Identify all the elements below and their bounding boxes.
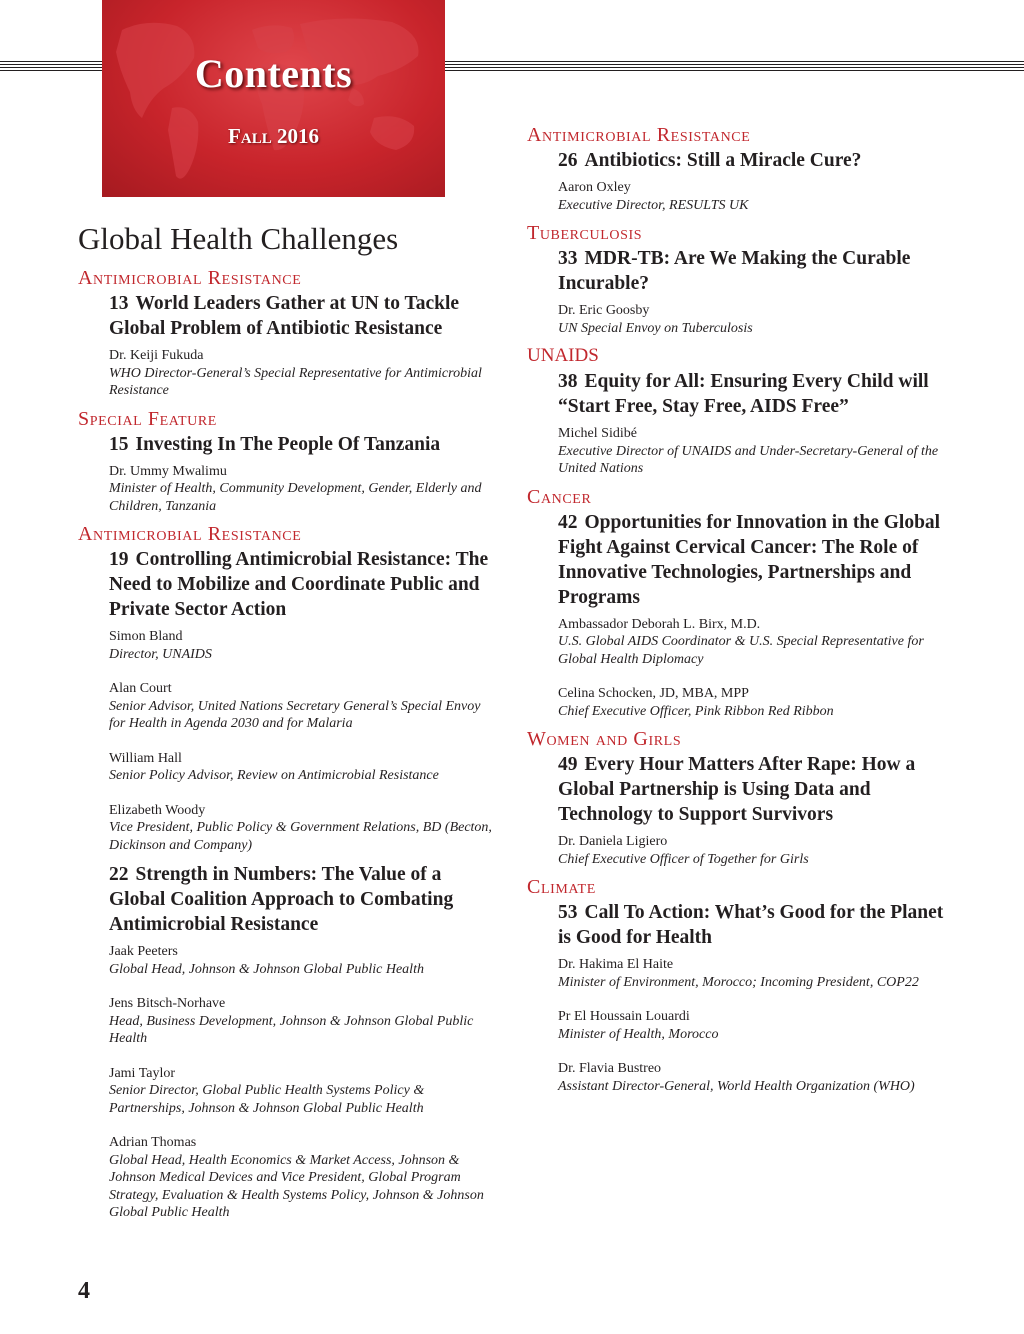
author-name: Adrian Thomas	[109, 1135, 197, 1150]
category-heading: Antimicrobial Resistance	[527, 124, 751, 146]
author-role: Global Head, Johnson & Johnson Global Public Health	[109, 961, 424, 977]
author-name: Jami Taylor	[109, 1065, 176, 1081]
article-title: Controlling Antimicrobial Resistance: The Need to Mobilize and Coordinate Public and Private Sector Action	[109, 549, 489, 620]
article-title-line	[558, 752, 957, 827]
article-title: Equity for All: Ensuring Every Child will “Start Free, Stay Free, AIDS Free”	[558, 371, 929, 417]
author-block	[558, 685, 957, 720]
category-heading: Tuberculosis	[527, 222, 643, 244]
article-title: Every Hour Matters After Rape: How a Global Partnership is Using Data and Technology to Support Survivors	[558, 754, 916, 825]
article-title: World Leaders Gather at UN to Tackle Global Problem of Antibiotic Resistance	[109, 293, 460, 339]
author-name: Aaron Oxley	[558, 180, 631, 195]
toc-entry	[558, 148, 957, 214]
section-title: Global Health Challenges	[78, 221, 399, 256]
contents-header-box	[102, 0, 445, 197]
author-block	[109, 943, 498, 978]
author-name: William Hall	[109, 750, 182, 766]
author-block	[109, 1065, 498, 1118]
toc-entry	[558, 752, 957, 868]
author-name: Dr. Eric Goosby	[558, 303, 650, 318]
article-page-number: 33	[558, 248, 578, 269]
author-name: Jaak Peeters	[109, 944, 178, 959]
article-title-line	[558, 148, 957, 173]
issue-label: Fall 2016	[228, 124, 319, 148]
article-title-line	[558, 900, 957, 950]
article-page-number: 38	[558, 371, 578, 392]
category-heading: Climate	[527, 876, 596, 898]
contents-title: Contents	[194, 51, 353, 96]
author-block	[558, 956, 957, 991]
author-name: Celina Schocken, JD, MBA, MPP	[558, 686, 749, 701]
article-title: Antibiotics: Still a Miracle Cure?	[584, 150, 862, 171]
toc-entry	[558, 510, 957, 721]
author-role: WHO Director-General’s Special Representative for Antimicrobial Resistance	[109, 365, 482, 398]
author-name: Dr. Flavia Bustreo	[558, 1061, 662, 1076]
author-block	[558, 302, 957, 337]
toc-entry	[109, 432, 498, 516]
author-role: Vice President, Public Policy & Government Relations, BD (Becton, Dickinson and Company)	[109, 820, 492, 853]
article-page-number: 49	[558, 754, 578, 775]
toc-entry	[109, 291, 498, 400]
category-heading: Antimicrobial Resistance	[78, 267, 302, 289]
toc-entry	[558, 246, 957, 337]
author-name: Dr. Ummy Mwalimu	[109, 463, 227, 479]
category-heading: Special Feature	[78, 407, 217, 430]
author-role: Head, Business Development, Johnson & Johnson Global Public Health	[109, 1013, 474, 1046]
article-title: Call To Action: What’s Good for the Planet is Good for Health	[558, 902, 944, 948]
author-name: Dr. Keiji Fukuda	[109, 348, 204, 363]
author-name: Jens Bitsch-Norhave	[109, 996, 226, 1011]
author-block	[109, 347, 498, 400]
author-name: Ambassador Deborah L. Birx, M.D.	[558, 616, 761, 632]
article-title: MDR-TB: Are We Making the Curable Incurable?	[558, 248, 911, 294]
author-block	[109, 750, 498, 785]
author-role: U.S. Global AIDS Coordinator & U.S. Special Representative for Global Health Diplomacy	[558, 634, 924, 667]
article-title: Opportunities for Innovation in the Global Fight Against Cervical Cancer: The Role of Innovative Technologies, Partnerships and Programs	[558, 511, 941, 608]
toc-entry	[558, 900, 957, 1095]
category-heading: Antimicrobial Resistance	[78, 523, 302, 545]
article-title-line	[109, 432, 498, 457]
article-page-number: 53	[558, 902, 578, 923]
author-block	[109, 802, 498, 855]
toc-entry	[109, 862, 498, 1222]
author-role: Chief Executive Officer, Pink Ribbon Red Ribbon	[558, 703, 834, 719]
author-block	[109, 995, 498, 1048]
author-name: Simon Bland	[109, 629, 183, 644]
author-role: Assistant Director-General, World Health Organization (WHO)	[558, 1078, 915, 1094]
article-page-number: 22	[109, 864, 129, 885]
article-title: Strength in Numbers: The Value of a Global Coalition Approach to Combating Antimicrobial Resistance	[109, 864, 454, 935]
author-block	[558, 425, 957, 478]
author-role: Senior Director, Global Public Health Systems Policy & Partnerships, Johnson & Johnson Global Public Health	[109, 1083, 425, 1116]
article-title-line	[109, 291, 498, 341]
article-page-number: 26	[558, 150, 578, 171]
category-heading: Women and Girls	[527, 728, 682, 750]
author-role: Minister of Environment, Morocco; Incoming President, COP22	[558, 974, 919, 990]
article-title: Investing In The People Of Tanzania	[135, 433, 441, 455]
author-role: Senior Advisor, United Nations Secretary General’s Special Envoy for Health in Agenda 2030 and for Malaria	[109, 698, 481, 731]
author-block	[109, 1134, 498, 1222]
author-role: Minister of Health, Community Development, Gender, Elderly and Children, Tanzania	[109, 481, 482, 514]
author-block	[558, 833, 957, 868]
left-column	[78, 267, 498, 1230]
author-name: Michel Sidibé	[558, 426, 637, 441]
author-name: Pr El Houssain Louardi	[558, 1009, 690, 1024]
article-page-number: 15	[109, 433, 129, 455]
author-block	[109, 463, 498, 516]
author-block	[558, 1060, 957, 1095]
world-map-graphic	[102, 0, 445, 197]
author-role: Global Head, Health Economics & Market Access, Johnson & Johnson Medical Devices and Vice President, Global Program Strategy, Evaluation & Health Systems Policy, Johnson & Johnson Global Public Health	[109, 1152, 484, 1220]
article-page-number: 19	[109, 549, 129, 570]
article-page-number: 13	[109, 293, 129, 314]
article-title-line	[558, 246, 957, 296]
author-role: Director, UNAIDS	[109, 646, 212, 662]
author-block	[109, 628, 498, 663]
category-heading: Cancer	[527, 485, 592, 508]
author-role: Executive Director of UNAIDS and Under-Secretary-General of the United Nations	[558, 443, 939, 476]
article-page-number: 42	[558, 511, 578, 533]
article-title-line	[558, 369, 957, 419]
category-heading: UNAIDS	[527, 345, 599, 366]
author-block	[558, 616, 957, 669]
article-title-line	[558, 510, 957, 610]
article-title-line	[109, 547, 498, 622]
author-role: Senior Policy Advisor, Review on Antimicrobial Resistance	[109, 768, 439, 783]
author-name: Alan Court	[109, 681, 172, 696]
author-name: Dr. Daniela Ligiero	[558, 834, 668, 849]
author-name: Dr. Hakima El Haite	[558, 957, 674, 972]
author-name: Elizabeth Woody	[109, 802, 206, 818]
right-column	[527, 124, 957, 1103]
author-block	[558, 1008, 957, 1043]
author-role: Chief Executive Officer of Together for Girls	[558, 851, 809, 867]
author-block	[109, 680, 498, 733]
author-role: UN Special Envoy on Tuberculosis	[558, 320, 753, 336]
toc-entry	[558, 369, 957, 478]
author-block	[558, 179, 957, 214]
author-role: Minister of Health, Morocco	[558, 1026, 719, 1042]
page-number: 4	[78, 1278, 90, 1304]
article-title-line	[109, 862, 498, 937]
toc-entry	[109, 547, 498, 854]
author-role: Executive Director, RESULTS UK	[558, 197, 749, 213]
